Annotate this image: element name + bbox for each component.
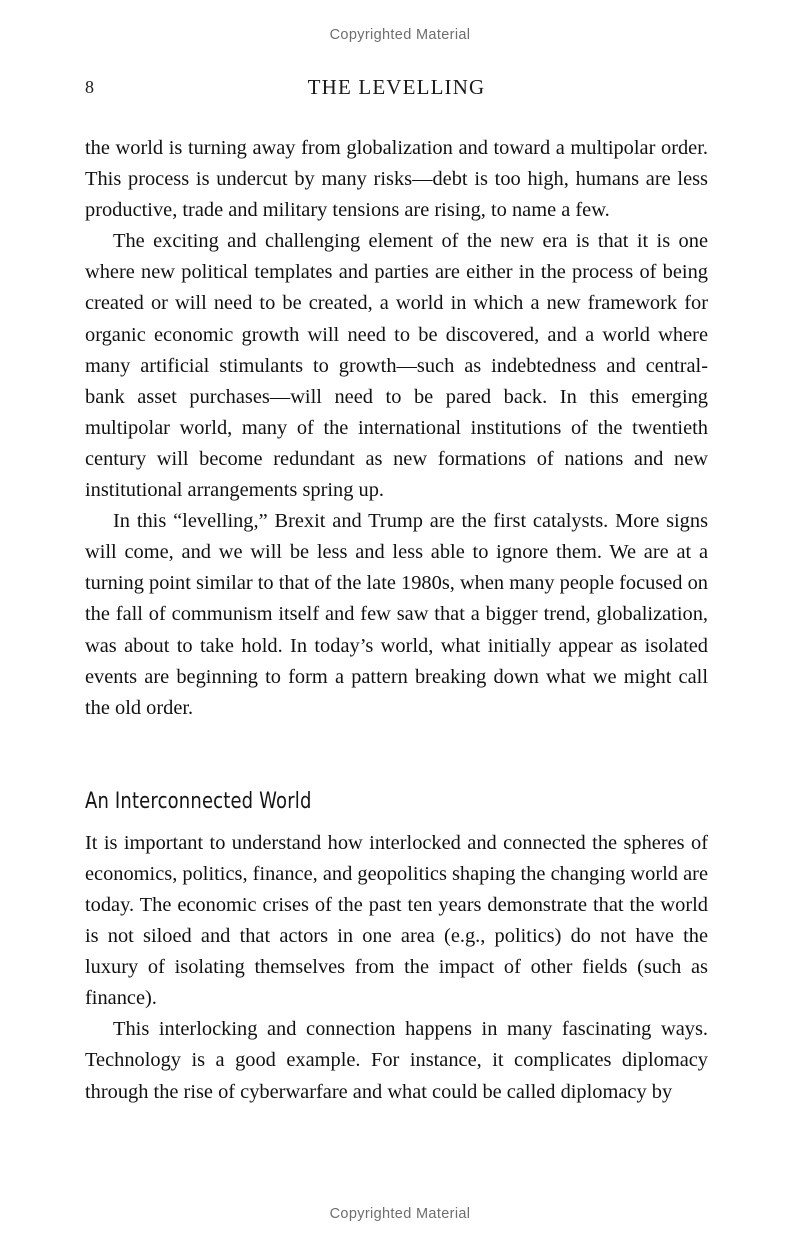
heading-spacer-above (85, 724, 708, 786)
heading-spacer-below (85, 816, 708, 828)
running-head (85, 74, 708, 100)
copyright-watermark-top: Copyrighted Material (329, 27, 471, 43)
page-number: 8 (85, 77, 94, 97)
copyright-watermark-bottom: Copyrighted Material (329, 1206, 471, 1222)
paragraph-new-era: The exciting and challenging element of the new era is that it is one where new political templates and parties are either in the process of being created or will need to be created, a world in which a new framework for organic economic growth will need to be discovered, and a world where many artificial stimulants to growth—such as indebtedness and central-bank asset purchases—will need to be pared back. In this emerging multipolar world, many of the international institutions of the twentieth century will become redundant as new formations of nations and new institutional arrangements spring up. (85, 230, 708, 502)
paragraph-continued: the world is turning away from globalization and toward a multipolar order. This process is undercut by many risks—debt is too high, humans are less productive, trade and military tensions are rising, to name a few. (85, 137, 708, 222)
chapter-title: THE LEVELLING (307, 75, 486, 99)
section-heading: An Interconnected World (85, 787, 312, 814)
paragraph-technology: This interlocking and connection happens in many fascinating ways. Technology is a good example. For instance, it complicates diplomacy through the rise of cyberwarfare and what could be called diplomacy by (85, 1018, 708, 1103)
paragraph-interlocked: It is important to understand how interlocked and connected the spheres of economics, politics, finance, and geopolitics shaping the changing world are today. The economic crises of the past ten years demonstrate that the world is not siloed and that actors in one area (e.g., politics) do not have the luxury of isolating themselves from the impact of other fields (such as finance). (85, 831, 708, 1010)
paragraph-catalysts: In this “levelling,” Brexit and Trump are the first catalysts. More signs will come, and we will be less and less able to ignore them. We are at a turning point similar to that of the late 1980s, when many people focused on the fall of communism itself and few saw that a bigger trend, globalization, was about to take hold. In today’s world, what initially appear as isolated events are beginning to form a pattern breaking down what we might call the old order. (85, 510, 708, 719)
text-column (85, 133, 708, 1108)
